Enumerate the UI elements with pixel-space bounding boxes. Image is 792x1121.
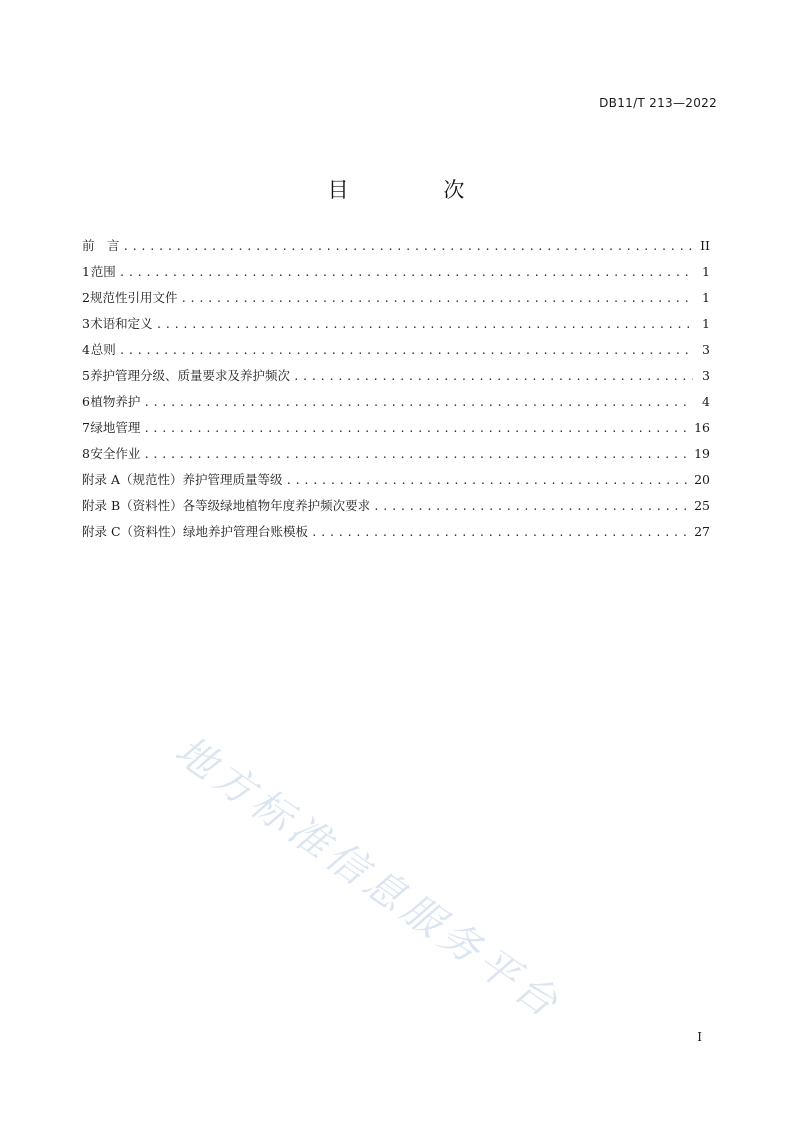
toc-entry-page: 3 [702,368,710,383]
toc-dot-leader [143,396,693,409]
toc-entry-page: 16 [694,420,710,435]
toc-entry-label: 安全作业 [90,446,141,461]
toc-entry-appendix-b[interactable] [82,496,710,522]
toc-dot-leader [293,370,693,383]
toc-entry-scope[interactable] [82,262,710,288]
toc-entry-page: 1 [702,290,710,305]
toc-dot-leader [143,448,691,461]
toc-entry-label: 绿地管理 [90,420,141,435]
toc-entry-number: 2 [82,290,90,305]
toc-dot-leader [286,474,692,487]
toc-dot-leader [123,240,693,253]
toc-dot-leader [373,500,691,513]
toc-entry-page: 19 [694,446,710,461]
toc-dot-leader [180,292,693,305]
toc-entry-page: 25 [694,498,710,513]
toc-dot-leader [119,344,693,357]
toc-entry-page: 3 [702,342,710,357]
toc-entry-page: 20 [694,472,710,487]
toc-entry-label: 术语和定义 [90,316,153,331]
toc-entry-page: II [700,238,710,253]
watermark: 地方标准信息服务平台 [166,727,570,1029]
toc-entry-page: 1 [702,264,710,279]
toc-entry-page: 1 [702,316,710,331]
toc-entry-page: 27 [694,524,710,539]
toc-entry-number: 1 [82,264,90,279]
toc-entry-page: 4 [702,394,710,409]
toc-entry-label: 总则 [90,342,116,357]
toc-entry-label: 前 言 [82,238,120,253]
toc-entry-label: 附录 A（规范性）养护管理质量等级 [82,472,283,487]
toc-dot-leader [311,526,691,539]
toc-entry-number: 6 [82,394,90,409]
toc-entry-number: 7 [82,420,90,435]
toc-entry-number: 3 [82,316,90,331]
toc-entry-label: 附录 C（资料性）绿地养护管理台账模板 [82,524,309,539]
toc-dot-leader [143,422,691,435]
toc-entry-plant-maintenance[interactable] [82,392,710,418]
table-of-contents [82,236,710,548]
toc-entry-appendix-c[interactable] [82,522,710,548]
toc-entry-label: 植物养护 [90,394,141,409]
toc-title: 目 次 [327,178,509,202]
toc-entry-label: 附录 B（资料性）各等级绿地植物年度养护频次要求 [82,498,371,513]
toc-entry-number: 5 [82,368,90,383]
toc-entry-label: 范围 [90,264,116,279]
page-number: I [697,1030,702,1044]
toc-entry-foreword[interactable] [82,236,710,262]
toc-entry-number: 4 [82,342,90,357]
toc-entry-normative-references[interactable] [82,288,710,314]
toc-entry-safe-operation[interactable] [82,444,710,470]
toc-entry-general[interactable] [82,340,710,366]
toc-entry-appendix-a[interactable] [82,470,710,496]
toc-entry-terms-definitions[interactable] [82,314,710,340]
toc-entry-label: 规范性引用文件 [89,290,178,305]
toc-dot-leader [156,318,693,331]
toc-entry-maintenance-grading[interactable] [82,366,710,392]
toc-entry-number: 8 [82,446,90,461]
toc-entry-label: 养护管理分级、质量要求及养护频次 [89,368,290,383]
toc-dot-leader [119,266,693,279]
toc-entry-green-space-management[interactable] [82,418,710,444]
document-code: DB11/T 213—2022 [599,96,717,110]
